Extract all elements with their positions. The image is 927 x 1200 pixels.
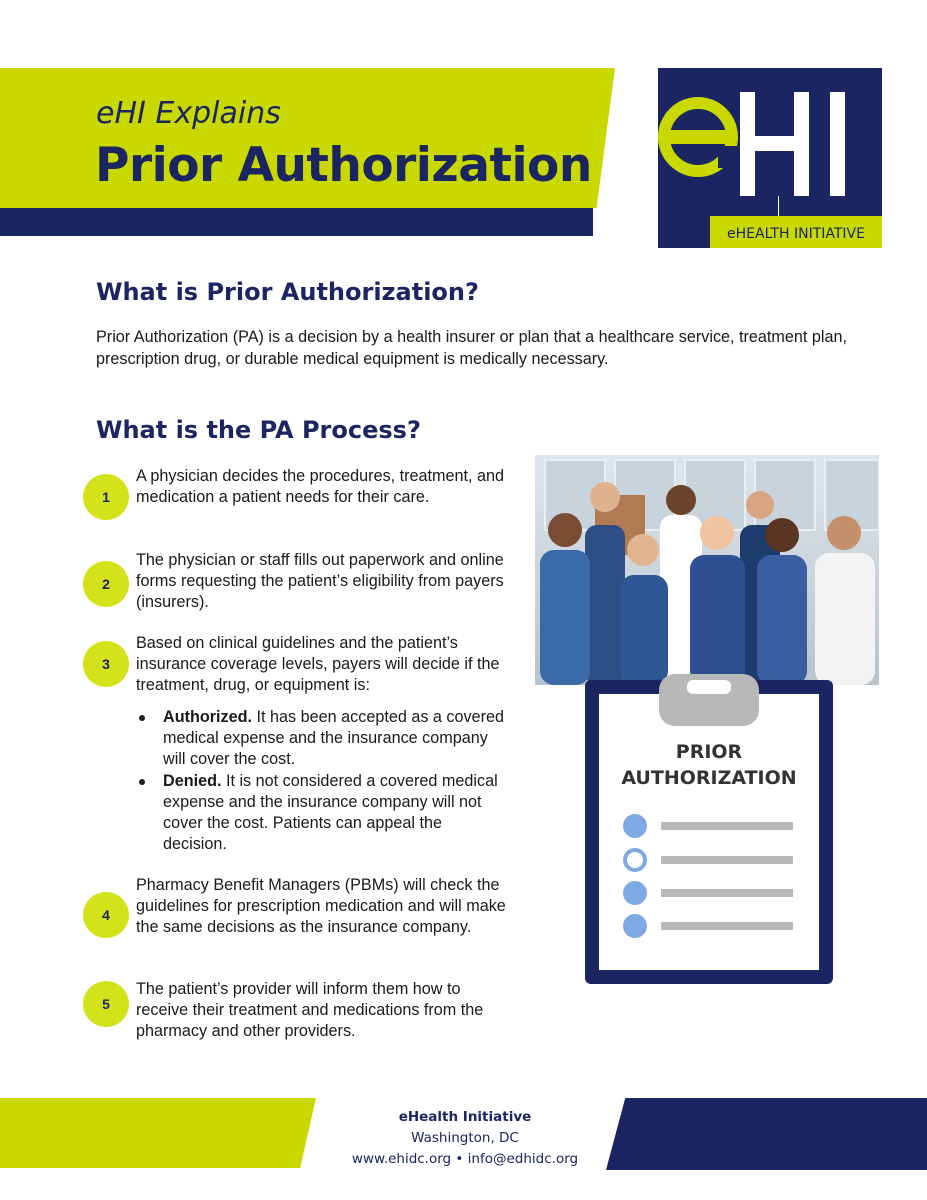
page-title: Prior Authorization xyxy=(95,138,592,193)
outcome-list xyxy=(136,707,508,855)
intro-paragraph: Prior Authorization (PA) is a decision by a health insurer or plan that a healthcare service, treatment plan, prescription drug, or durable medical equipment is medically necessary. xyxy=(96,328,848,368)
header-subtitle: eHI Explains xyxy=(96,96,281,131)
ehi-logo xyxy=(658,68,882,248)
outcome-term: Authorized. xyxy=(163,708,253,726)
healthcare-team-photo xyxy=(535,455,879,685)
step-text: The physician or staff fills out paperwork and online forms requesting the patient’s eligibility from payers (insurers). xyxy=(136,551,504,611)
section-heading-what-is-pa: What is Prior Authorization? xyxy=(96,278,479,306)
step-number-badge: 3 xyxy=(83,641,129,687)
logo-i-glyph xyxy=(830,92,845,196)
outcome-authorized xyxy=(136,707,508,770)
step-text: The patient’s provider will inform them how to receive their treatment and medications from the pharmacy and other providers. xyxy=(136,980,484,1040)
footer-org-name: eHealth Initiative xyxy=(398,1109,532,1125)
outcome-term: Denied. xyxy=(163,772,222,790)
step-number-badge: 2 xyxy=(83,561,129,607)
step-number-badge: 4 xyxy=(83,892,129,938)
footer-city: Washington, DC xyxy=(411,1130,519,1146)
step-text: A physician decides the procedures, treatment, and medication a patient needs for their care. xyxy=(136,467,505,506)
outcome-denied xyxy=(136,771,508,855)
footer-contact-links[interactable]: www.ehidc.org • info@edhidc.org xyxy=(351,1151,579,1167)
step-text: Pharmacy Benefit Managers (PBMs) will check the guidelines for prescription medication and will make the same decisions as the insurance company. xyxy=(136,876,506,936)
clipboard-title-line2: AUTHORIZATION xyxy=(621,767,797,789)
outcome-desc: It is not considered a covered medical expense and the insurance company will not cover the cost. Patients can appeal the decision. xyxy=(163,772,498,853)
clipboard-title-line1: PRIOR xyxy=(675,741,743,763)
logo-tagline: eHEALTH INITIATIVE xyxy=(727,226,865,242)
step-number-badge: 5 xyxy=(83,981,129,1027)
section-heading-pa-process: What is the PA Process? xyxy=(96,416,421,444)
step-number-badge: 1 xyxy=(83,474,129,520)
prior-authorization-clipboard xyxy=(585,672,833,986)
step-text: Based on clinical guidelines and the patient’s insurance coverage levels, payers will decide if the treatment, drug, or equipment is: xyxy=(136,634,500,694)
footer-lime-band xyxy=(0,1098,316,1168)
outcome-desc: It has been accepted as a covered medical expense and the insurance company will cover the cost. xyxy=(163,708,505,768)
footer-navy-band xyxy=(606,1098,927,1170)
